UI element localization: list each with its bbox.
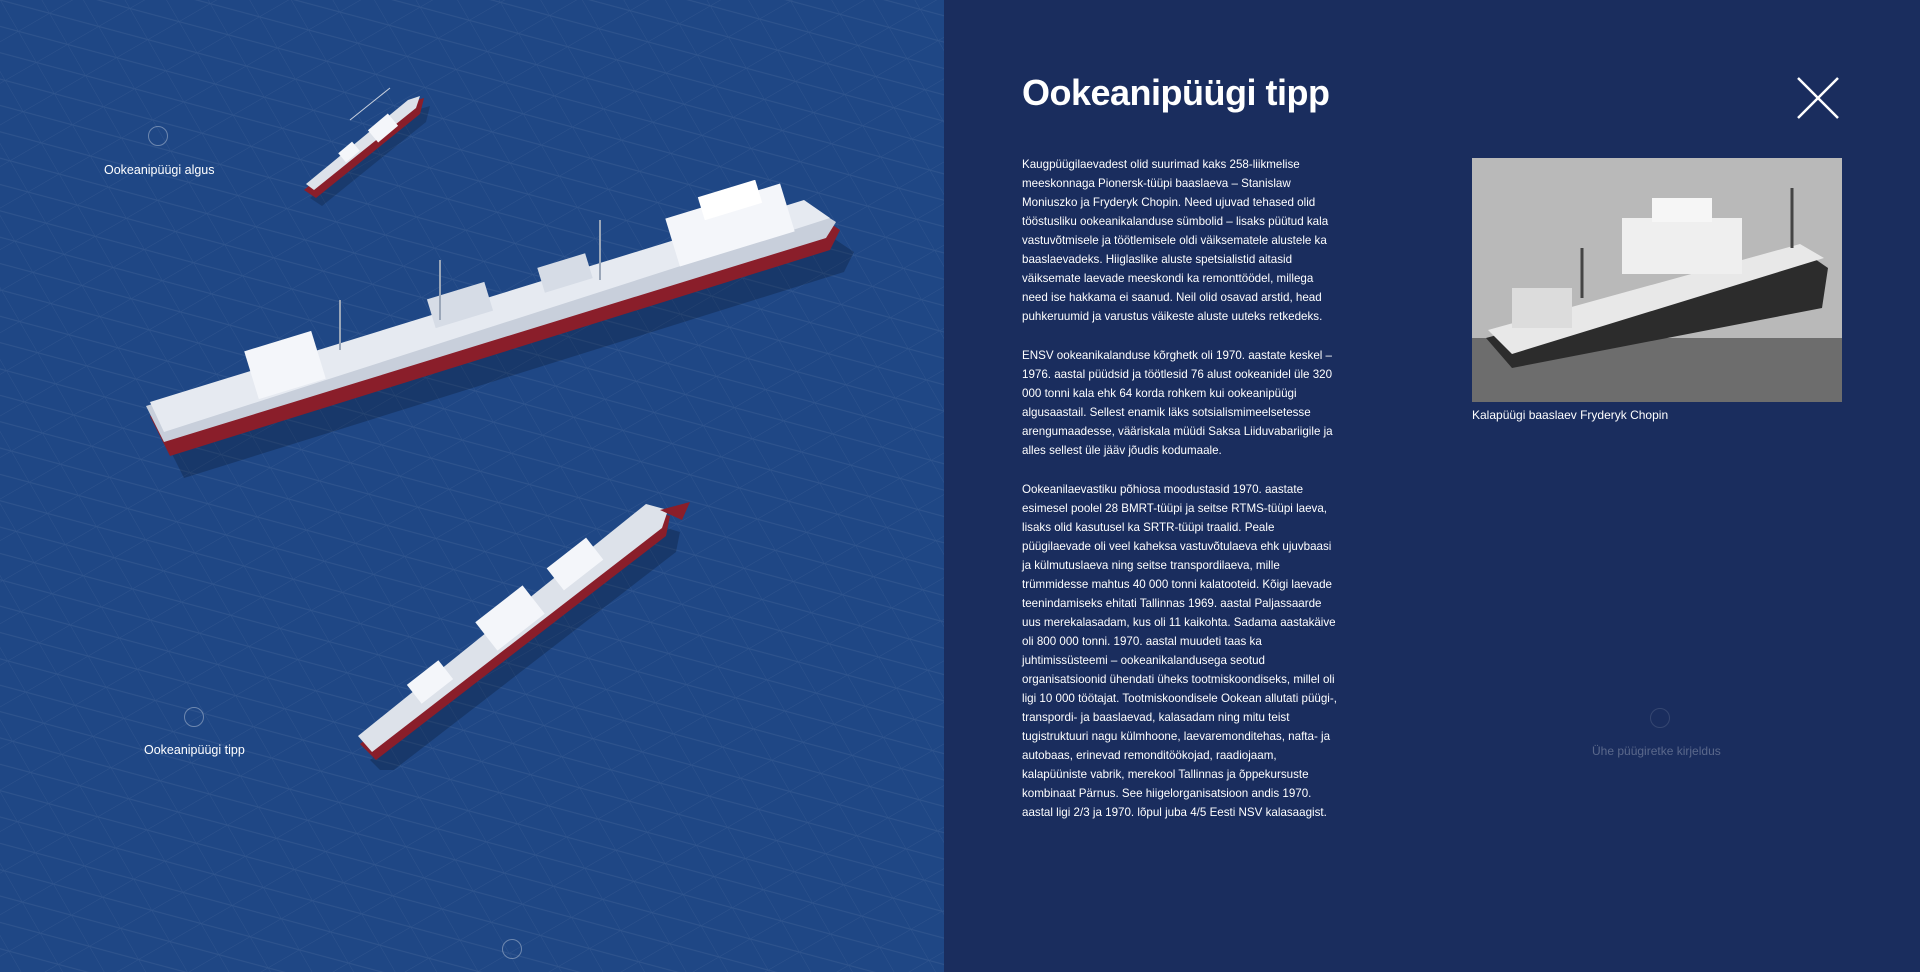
panel-title: Ookeanipüügi tipp — [1022, 72, 1330, 113]
map-marker-bottom[interactable] — [502, 939, 522, 959]
article-paragraph: Kaugpüügilaevadest olid suurimad kaks 258-liikmelise meeskonnaga Pionersk-tüüpi baaslaeva – Stanislaw Moniuszko ja Fryderyk Chopin. Need ujuvad tehased olid tööstusliku ookeanikalanduse sümbolid – lisaks püütud kala vastuvõtmisele ja töötlemisele oldi väiksematele alustele ka baaslaevadeks. Hiiglaslike aluste spetsialistid aitasid väiksemate laevade meeskondi ka remonttöödel, millega need ise hakkama ei saanud. Neil olid osavad arstid, head puhkeruumid ja varustus väikeste aluste uuteks retkedeks. — [1022, 158, 1329, 323]
big-ship[interactable] — [140, 180, 860, 480]
map-panel[interactable] — [0, 0, 944, 972]
close-icon — [1796, 76, 1840, 120]
ghost-label-pyygiretk: Ühe püügiretke kirjeldus — [1592, 744, 1721, 758]
ocean-grid — [0, 0, 944, 972]
map-marker-algus[interactable] — [148, 126, 168, 146]
trawler-ship[interactable] — [350, 490, 710, 770]
map-label-algus[interactable]: Ookeanipüügi algus — [104, 163, 215, 177]
map-marker-tipp[interactable] — [184, 707, 204, 727]
close-button[interactable] — [1796, 76, 1840, 120]
article-text — [1022, 155, 1338, 842]
map-label-tipp[interactable]: Ookeanipüügi tipp — [144, 743, 245, 757]
article-paragraph: Ookeanilaevastiku põhiosa moodustasid 1970. aastate esimesel poolel 28 BMRT-tüüpi ja seitse RTMS-tüüpi laeva, lisaks olid kasutusel ka SRTR-tüüpi traalid. Peale püügilaevade oli veel kaheksa vastuvõtulaeva ehk ujuvbaasi ja külmutuslaeva ning seitse transpordilaeva, mille trümmidesse mahtus 40 000 tonni kalatooteid. Kõigi laevade teenindamiseks ehitati Tallinnas 1969. aastal Paljassaarde uus merekalasadam, kus oli 11 kaikohta. Sadama aastakäive oli 800 000 tonni. 1970. aastal muudeti taas ka juhtimissüsteemi – ookeanikalandusega seotud organisatsioonid ühendati üheks tootmiskoondiseks, millel oli ligi 10 000 töötajat. Tootmiskoondisele Ookean allutati püügi-, transpordi- ja baaslaevad, kalasadam ning mitu teist tugistruktuuri nagu külmhoone, laevaremonditehas, nafta- ja autobaas, erinevad remonditöökojad, raadiojaam, kalapüüniste vabrik, merekool Tallinnas ja õppekursuste kombinaat Pärnus. See hiigelorganisatsioon andis 1970. aastal ligi 2/3 ja 1970. lõpul juba 4/5 Eesti NSV kalasaagist. — [1022, 483, 1337, 819]
ship-photo — [1472, 158, 1842, 402]
photo-caption: Kalapüügi baaslaev Fryderyk Chopin — [1472, 408, 1669, 422]
article-paragraph: ENSV ookeanikalanduse kõrghetk oli 1970. aastate keskel – 1976. aastal püüdsid ja töötlesid 76 alust ookeanidel üle 320 000 tonni kala ehk 64 korda rohkem kui ookeanipüügi algusaastail. Sellest enamik läks sotsialismimeelsetesse arengumaadesse, vääriskala müüdi Saksa Liiduvabariigile ja alles sellest üle jääv jõudis kodumaale. — [1022, 349, 1333, 457]
ghost-marker — [1650, 708, 1670, 728]
info-panel — [944, 0, 1920, 972]
